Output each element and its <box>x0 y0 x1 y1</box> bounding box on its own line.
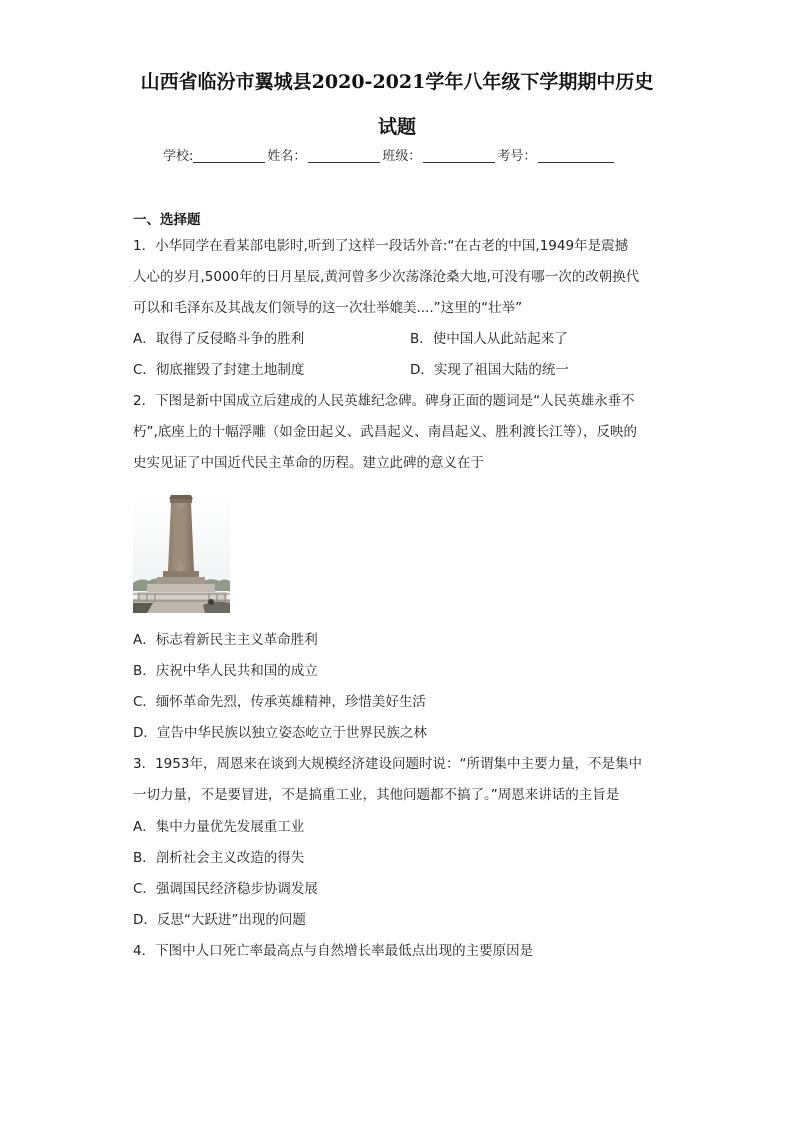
q1-stem-line1: 1．小华同学在看某部电影时,听到了这样一段话外音:“在古老的中国,1949年是震撼 <box>133 238 629 254</box>
q3-option-a: A．集中力量优先发展重工业 <box>133 819 305 835</box>
class-blank <box>423 148 495 163</box>
q2-stem-line3: 史实见证了中国近代民主革命的历程。建立此碑的意义在于 <box>133 455 484 471</box>
q1-option-b: B．使中国人从此站起来了 <box>410 331 568 347</box>
school-blank <box>193 148 265 163</box>
q2-stem-line2: 朽”,底座上的十幅浮雕（如金田起义、武昌起义、南昌起义、胜利渡长江等），反映的 <box>133 424 638 440</box>
q2-option-a: A．标志着新民主主义革命胜利 <box>133 632 318 648</box>
school-label: 学校: <box>163 149 194 164</box>
class-label: 班级： <box>382 149 422 164</box>
q2-option-b: B．庆祝中华人民共和国的成立 <box>133 663 318 679</box>
q3-option-d: D．反思“大跃进”出现的问题 <box>133 912 306 928</box>
exam-title-line2: 试题 <box>377 116 416 138</box>
section-heading: 一、选择题 <box>133 212 201 228</box>
q1-option-a: A．取得了反侵略斗争的胜利 <box>133 331 305 347</box>
q2-option-d: D．宣告中华民族以独立姿态屹立于世界民族之林 <box>133 725 427 741</box>
name-blank <box>308 148 380 163</box>
q3-stem-line1: 3．1953年，周恩来在谈到大规模经济建设问题时说：“所谓集中主要力量，不是集中 <box>133 756 642 772</box>
q3-option-b: B．剖析社会主义改造的得失 <box>133 850 305 866</box>
student-info-row <box>163 145 616 164</box>
q1-stem-line2: 人心的岁月,5000年的日月星辰,黄河曾多少次荡涤沧桑大地,可没有哪一次的改朝换代 <box>133 269 640 285</box>
exam-title-line1: 山西省临汾市翼城县2020-2021学年八年级下学期期中历史 <box>140 71 654 93</box>
monument-photo <box>133 491 230 613</box>
q3-stem-line2: 一切力量，不是要冒进，不是搞重工业，其他问题都不搞了。”周恩来讲话的主旨是 <box>133 787 620 803</box>
exam-number-label: 考号： <box>497 149 537 164</box>
exam-number-blank <box>538 148 614 163</box>
q2-option-c: C．缅怀革命先烈，传承英雄精神，珍惜美好生活 <box>133 694 426 710</box>
q3-option-c: C．强调国民经济稳步协调发展 <box>133 881 318 897</box>
q1-option-d: D．实现了祖国大陆的统一 <box>410 362 569 378</box>
name-label: 姓名： <box>267 149 307 164</box>
q1-stem-line3: 可以和毛泽东及其战友们领导的这一次壮举媲美....”这里的“壮举” <box>133 300 523 316</box>
q2-stem-line1: 2．下图是新中国成立后建成的人民英雄纪念碑。碑身正面的题词是“人民英雄永垂不 <box>133 393 635 409</box>
q4-stem-line1: 4．下图中人口死亡率最高点与自然增长率最低点出现的主要原因是 <box>133 943 534 959</box>
q1-option-c: C．彻底摧毁了封建土地制度 <box>133 362 305 378</box>
